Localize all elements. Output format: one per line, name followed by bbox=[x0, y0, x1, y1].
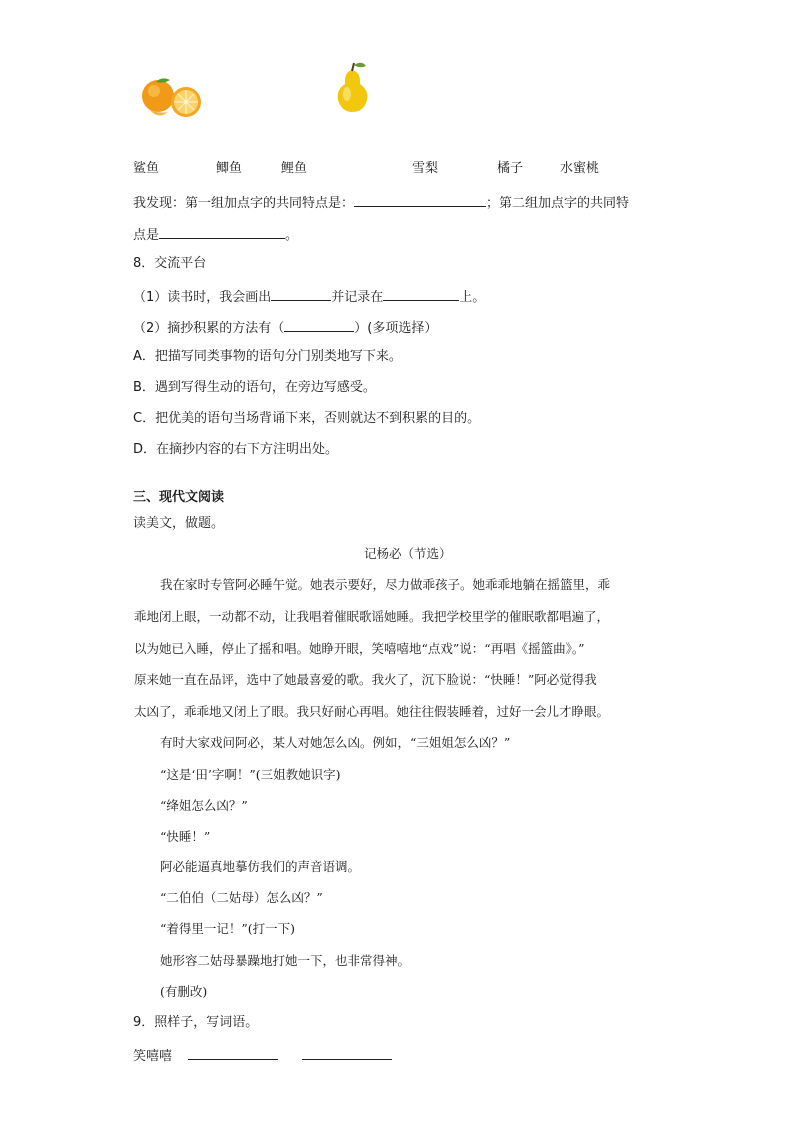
q8-sub2-a: （2）摘抄积累的方法有（ bbox=[133, 321, 285, 336]
answer-blank-1[interactable] bbox=[354, 193, 486, 207]
discover-line-1 bbox=[133, 193, 629, 212]
answer-blank-2[interactable] bbox=[159, 225, 285, 239]
section3-heading: 三、现代文阅读 bbox=[133, 490, 225, 505]
q8-sub1-b: 并记录在 bbox=[331, 290, 384, 305]
q9-example: 笑嘻嘻 bbox=[133, 1049, 173, 1064]
pear-image bbox=[330, 60, 374, 114]
answer-blank-7[interactable] bbox=[302, 1046, 392, 1060]
q8-sub2 bbox=[133, 318, 437, 337]
q8-sub1-a: （1）读书时，我会画出 bbox=[133, 290, 272, 305]
discover-line-2 bbox=[133, 225, 298, 244]
word-crucian: 鲫鱼 bbox=[216, 161, 243, 176]
dialogue-5: “二伯伯（二姑母）怎么凶？” bbox=[160, 890, 323, 905]
passage-line-2: 乖地闭上眼，一动都不动，让我唱着催眠歌谣她睡。我把学校里学的催眠歌都唱遍了， bbox=[134, 609, 610, 624]
passage-line-1: 我在家时专管阿必睡午觉。她表示要好，尽力做乖孩子。她乖乖地躺在摇篮里，乖 bbox=[160, 577, 611, 592]
word-shark: 鲨鱼 bbox=[133, 161, 160, 176]
dialogue-6: “着得里一记！”(打一下) bbox=[160, 921, 296, 936]
q8-option-c: C．把优美的语句当场背诵下来，否则就达不到积累的目的。 bbox=[133, 411, 481, 426]
passage-line-4: 原来她一直在品评，选中了她最喜爱的歌。我火了，沉下脸说：“快睡！”阿必觉得我 bbox=[134, 672, 597, 687]
word-peach: 水蜜桃 bbox=[560, 161, 600, 176]
q8-title: 8．交流平台 bbox=[133, 256, 207, 271]
passage-para-2: 有时大家戏问阿必，某人对她怎么凶。例如，“三姐姐怎么凶？” bbox=[160, 735, 511, 750]
word-snow-pear: 雪梨 bbox=[412, 161, 439, 176]
q9-title: 9．照样子，写词语。 bbox=[133, 1015, 259, 1030]
q8-option-b: B．遇到写得生动的语句，在旁边写感受。 bbox=[133, 380, 376, 395]
q8-sub2-b: ）(多项选择） bbox=[354, 321, 438, 336]
passage-line-5: 太凶了，乖乖地又闭上了眼。我只好耐心再唱。她往往假装睡着，过好一会儿才睁眼。 bbox=[134, 704, 610, 719]
dialogue-4: 阿必能逼真地摹仿我们的声音语调。 bbox=[160, 859, 361, 874]
discover-line2-suffix: 。 bbox=[285, 228, 299, 243]
answer-blank-4[interactable] bbox=[383, 287, 459, 301]
q8-sub1 bbox=[133, 287, 485, 306]
dialogue-2: “绛姐怎么凶？” bbox=[160, 798, 248, 813]
passage-note: (有删改) bbox=[160, 984, 208, 999]
q8-option-a: A．把描写同类事物的语句分门别类地写下来。 bbox=[133, 349, 402, 364]
answer-blank-6[interactable] bbox=[188, 1046, 278, 1060]
section3-instruction: 读美文，做题。 bbox=[133, 516, 225, 531]
discover-middle: ；第二组加点字的共同特 bbox=[486, 196, 630, 211]
orange-image bbox=[136, 76, 206, 120]
passage-line-3: 以为她已入睡，停止了摇和唱。她睁开眼，笑嘻嘻地“点戏”说：“再唱《摇篮曲》。” bbox=[134, 641, 585, 656]
dialogue-7: 她形容二姑母暴躁地打她一下，也非常得神。 bbox=[160, 953, 411, 968]
q8-sub1-c: 上。 bbox=[459, 290, 486, 305]
word-carp: 鲤鱼 bbox=[281, 161, 308, 176]
dialogue-3: “快睡！” bbox=[160, 829, 211, 844]
answer-blank-3[interactable] bbox=[271, 287, 331, 301]
answer-blank-5[interactable] bbox=[284, 318, 354, 332]
q8-option-d: D．在摘抄内容的右下方注明出处。 bbox=[133, 442, 339, 457]
q9-row bbox=[133, 1046, 392, 1065]
passage-title: 记杨必（节选） bbox=[364, 546, 452, 561]
dialogue-1: “这是‘田’字啊！”(三姐教她识字) bbox=[160, 767, 341, 782]
discover-line2-prefix: 点是 bbox=[133, 228, 160, 243]
word-tangerine: 橘子 bbox=[497, 161, 524, 176]
discover-prefix: 我发现：第一组加点字的共同特点是： bbox=[133, 196, 355, 211]
